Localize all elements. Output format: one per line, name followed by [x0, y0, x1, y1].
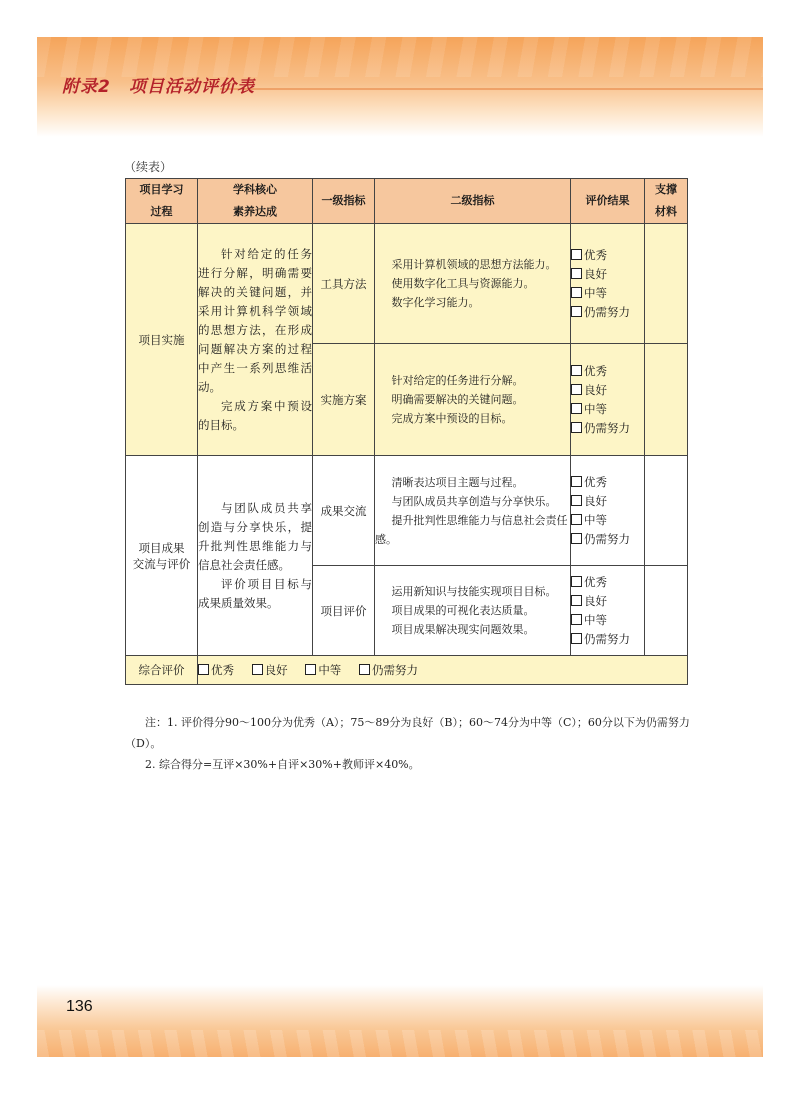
checkbox-icon	[252, 664, 263, 675]
level2-cell: 采用计算机领域的思想方法能力。 使用数字化工具与资源能力。 数字化学习能力。	[375, 224, 571, 344]
level1-cell: 项目评价	[313, 566, 375, 656]
rating-option-excellent[interactable]: 优秀	[571, 362, 644, 381]
checkbox-icon	[571, 495, 582, 506]
rating-option-excellent[interactable]: 优秀	[571, 473, 644, 492]
column-header-process: 项目学习 过程	[126, 179, 198, 224]
rating-option-excellent[interactable]: 优秀	[571, 246, 644, 265]
process-cell-exchange: 项目成果 交流与评价	[126, 456, 198, 656]
checkbox-icon	[198, 664, 209, 675]
checkbox-icon	[571, 365, 582, 376]
continued-label: （续表）	[124, 160, 173, 174]
checkbox-icon	[571, 422, 582, 433]
checkbox-icon	[571, 533, 582, 544]
summary-label: 综合评价	[126, 656, 198, 685]
summary-option-good[interactable]: 良好	[252, 663, 288, 677]
rating-option-average[interactable]: 中等	[571, 400, 644, 419]
running-header	[62, 72, 255, 97]
checkbox-icon	[571, 384, 582, 395]
header-decoration	[37, 37, 763, 77]
checkbox-icon	[571, 306, 582, 317]
rating-option-good[interactable]: 良好	[571, 592, 644, 611]
page-number: 136	[66, 998, 93, 1015]
column-header-support: 支撑 材料	[645, 179, 688, 224]
footer-decoration	[37, 1030, 763, 1057]
summary-option-excellent[interactable]: 优秀	[198, 663, 234, 677]
checkbox-icon	[571, 595, 582, 606]
note-grading: 注：1. 评价得分90～100分为优秀（A）；75～89分为良好（B）；60～74分为中等（C）；60分以下为仍需努力（D）。	[125, 716, 690, 750]
core-cell-implementation: 针对给定的任务进行分解，明确需要解决的关键问题，并采用计算机科学领域的思想方法，在形成问题解决方案的过程中产生一系列思维活动。 完成方案中预设的目标。	[198, 224, 313, 456]
table-notes	[125, 712, 690, 775]
table-row	[126, 224, 688, 344]
checkbox-icon	[571, 249, 582, 260]
checkbox-icon	[571, 514, 582, 525]
support-cell	[645, 566, 688, 656]
checkbox-icon	[571, 287, 582, 298]
result-cell	[571, 566, 645, 656]
rating-option-needs-work[interactable]: 仍需努力	[571, 303, 644, 322]
checkbox-icon	[571, 403, 582, 414]
support-cell	[645, 224, 688, 344]
evaluation-table	[125, 178, 688, 685]
level2-cell: 运用新知识与技能实现项目目标。 项目成果的可视化表达质量。 项目成果解决现实问题效果。	[375, 566, 571, 656]
level1-cell: 工具方法	[313, 224, 375, 344]
rating-option-average[interactable]: 中等	[571, 284, 644, 303]
level1-cell: 实施方案	[313, 344, 375, 456]
rating-option-good[interactable]: 良好	[571, 492, 644, 511]
level2-cell: 清晰表达项目主题与过程。 与团队成员共享创造与分享快乐。 提升批判性思维能力与信息社会责任感。	[375, 456, 571, 566]
appendix-title: 项目活动评价表	[128, 77, 255, 97]
column-header-result: 评价结果	[571, 179, 645, 224]
rating-option-needs-work[interactable]: 仍需努力	[571, 630, 644, 649]
rating-option-needs-work[interactable]: 仍需努力	[571, 530, 644, 549]
table-row	[126, 456, 688, 566]
checkbox-icon	[305, 664, 316, 675]
header-divider	[220, 88, 763, 90]
column-header-core: 学科核心 素养达成	[198, 179, 313, 224]
rating-option-average[interactable]: 中等	[571, 511, 644, 530]
rating-option-good[interactable]: 良好	[571, 381, 644, 400]
checkbox-icon	[359, 664, 370, 675]
result-cell	[571, 344, 645, 456]
appendix-label: 附录2	[62, 77, 111, 97]
summary-options	[198, 656, 688, 685]
checkbox-icon	[571, 476, 582, 487]
rating-option-good[interactable]: 良好	[571, 265, 644, 284]
note-formula: 2. 综合得分=互评×30%+自评×30%+教师评×40%。	[145, 758, 420, 771]
result-cell	[571, 224, 645, 344]
checkbox-icon	[571, 576, 582, 587]
column-header-level2: 二级指标	[375, 179, 571, 224]
summary-option-needs-work[interactable]: 仍需努力	[359, 663, 418, 677]
process-cell-implementation: 项目实施	[126, 224, 198, 456]
table-header-row	[126, 179, 688, 224]
checkbox-icon	[571, 268, 582, 279]
checkbox-icon	[571, 614, 582, 625]
rating-option-average[interactable]: 中等	[571, 611, 644, 630]
rating-option-excellent[interactable]: 优秀	[571, 573, 644, 592]
summary-row	[126, 656, 688, 685]
core-cell-exchange: 与团队成员共享创造与分享快乐，提升批判性思维能力与信息社会责任感。 评价项目目标与成果质量效果。	[198, 456, 313, 656]
level2-cell: 针对给定的任务进行分解。 明确需要解决的关键问题。 完成方案中预设的目标。	[375, 344, 571, 456]
column-header-level1: 一级指标	[313, 179, 375, 224]
rating-option-needs-work[interactable]: 仍需努力	[571, 419, 644, 438]
support-cell	[645, 456, 688, 566]
level1-cell: 成果交流	[313, 456, 375, 566]
result-cell	[571, 456, 645, 566]
summary-option-average[interactable]: 中等	[305, 663, 341, 677]
support-cell	[645, 344, 688, 456]
checkbox-icon	[571, 633, 582, 644]
